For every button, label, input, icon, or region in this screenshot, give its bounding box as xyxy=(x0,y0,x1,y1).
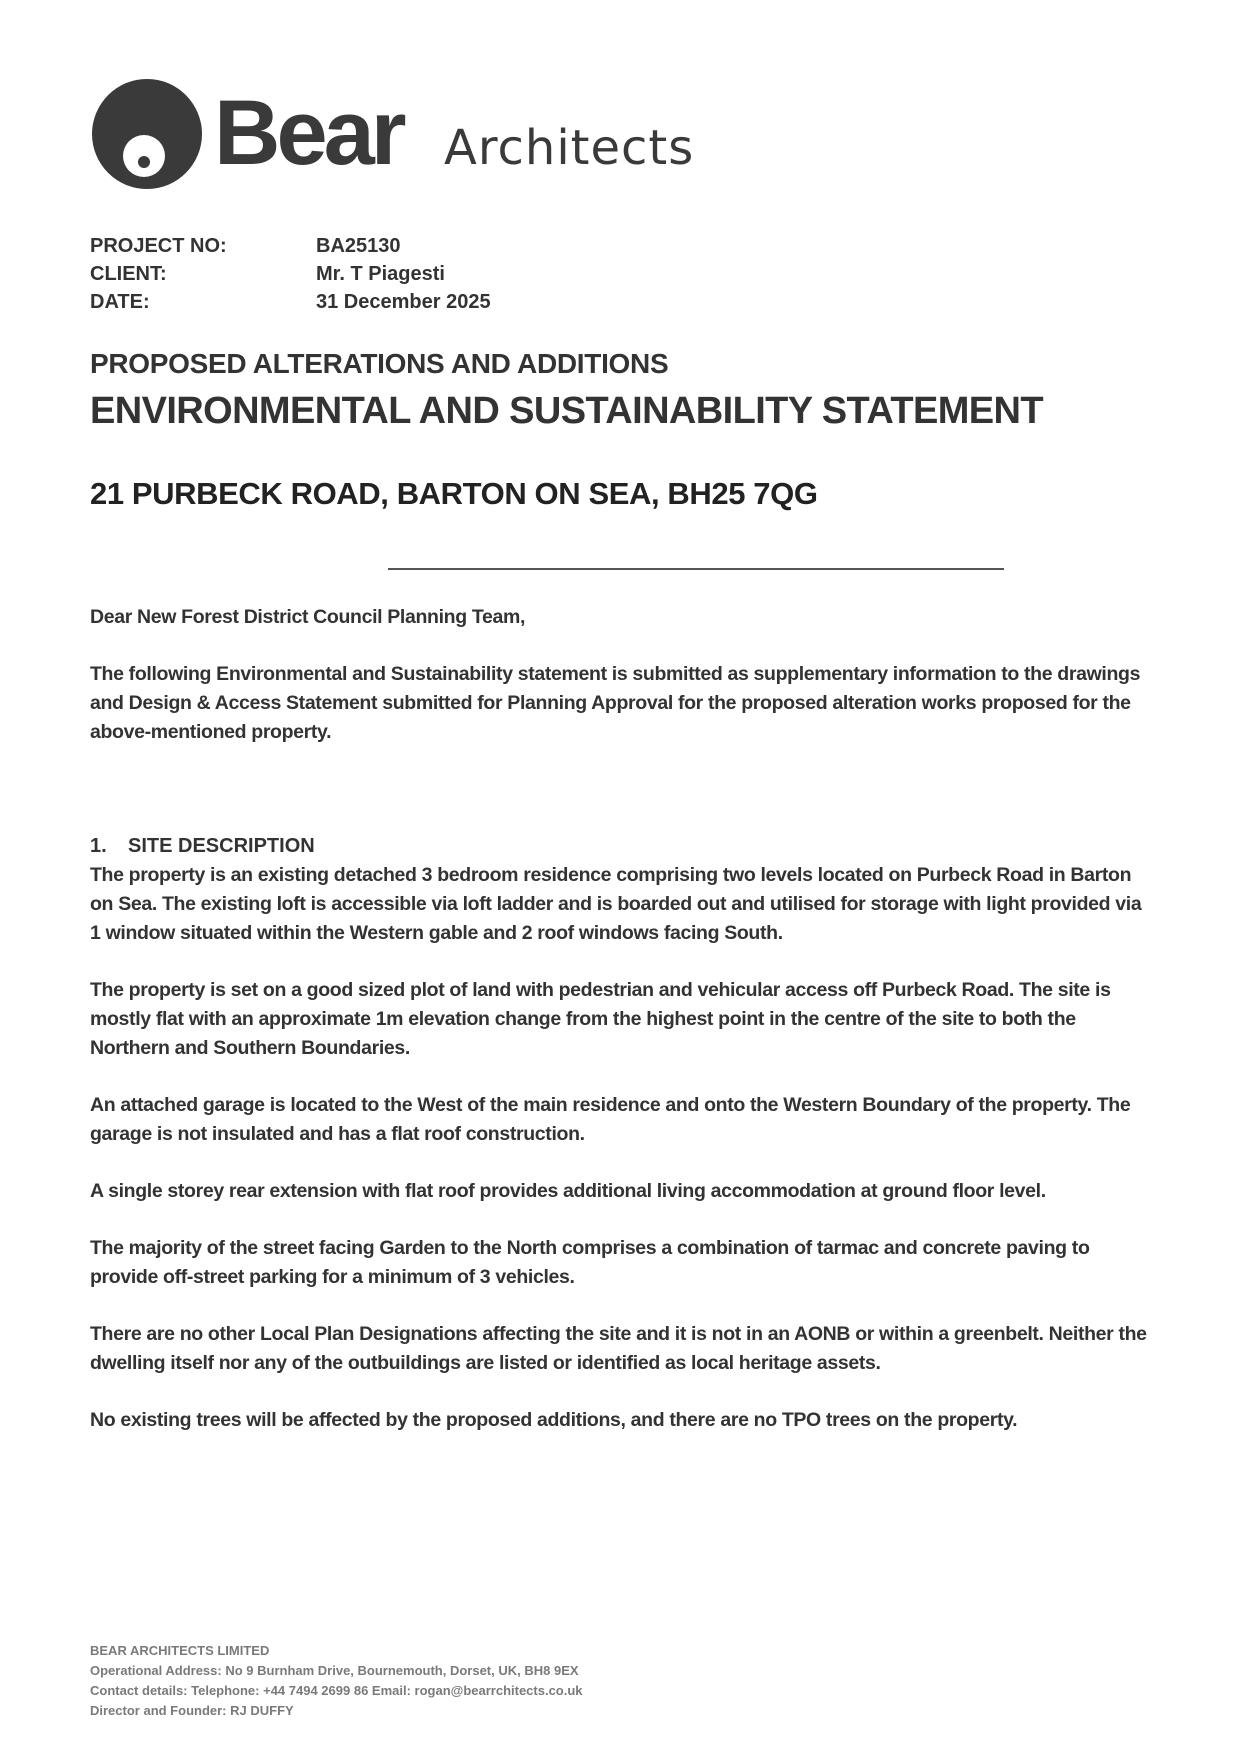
paragraph: The property is set on a good sized plot of land with pedestrian and vehicular access off Purbeck Road. The site is mostly flat with an approximate 1m elevation change from the highest point in the centre of the site to both the Northern and Southern Boundaries. xyxy=(90,979,1111,1059)
paragraph: The majority of the street facing Garden to the North comprises a combination of tarmac and concrete paving to provide off-street parking for a minimum of 3 vehicles. xyxy=(90,1237,1090,1288)
paragraph: The property is an existing detached 3 bedroom residence comprising two levels located on Purbeck Road in Barton on Sea. The existing loft is accessible via loft ladder and is boarded out and utilised for storage with light provided via 1 window situated within the Western gable and 2 roof windows facing South. xyxy=(90,864,1142,944)
site-address: 21 PURBECK ROAD, BARTON ON SEA, BH25 7QG xyxy=(90,476,818,511)
section-title: SITE DESCRIPTION xyxy=(128,835,315,857)
document-subtitle: PROPOSED ALTERATIONS AND ADDITIONS xyxy=(90,348,669,379)
date-label: DATE: xyxy=(90,291,150,313)
meta-row-project xyxy=(90,232,491,260)
paragraph: There are no other Local Plan Designations affecting the site and it is not in an AONB or within a greenbelt. Neither the dwelling itself nor any of the outbuildings are listed or identified as local heritage assets. xyxy=(90,1323,1147,1374)
project-label: PROJECT NO: xyxy=(90,235,227,257)
client-label: CLIENT: xyxy=(90,263,167,285)
section-number: 1. xyxy=(90,835,107,857)
date-value: 31 December 2025 xyxy=(316,291,491,313)
section-heading-site-description xyxy=(90,832,315,861)
logo-graphic xyxy=(92,76,792,194)
client-value: Mr. T Piagesti xyxy=(316,263,445,285)
divider-line xyxy=(388,568,1004,570)
site-description-body xyxy=(90,861,1150,1463)
meta-row-date xyxy=(90,288,491,316)
project-value: BA25130 xyxy=(316,235,401,257)
paragraph: An attached garage is located to the West of the main residence and onto the Western Boundary of the property. The garage is not insulated and has a flat roof construction. xyxy=(90,1094,1131,1145)
intro-paragraph: The following Environmental and Sustainability statement is submitted as supplementary information to the drawings and Design & Access Statement submitted for Planning Approval for the proposed alteration works proposed for the above-mentioned property. xyxy=(90,663,1141,743)
footer-address: Operational Address: No 9 Burnham Drive, Bournemouth, Dorset, UK, BH8 9EX xyxy=(90,1663,579,1678)
salutation: Dear New Forest District Council Planning Team, xyxy=(90,606,526,628)
bear-architects-logo xyxy=(92,76,792,194)
footer-contact: Contact details: Telephone: +44 7494 2699 86 Email: rogan@bearrchitects.co.uk xyxy=(90,1683,583,1698)
footer-director: Director and Founder: RJ DUFFY xyxy=(90,1703,294,1718)
bear-eye-mark xyxy=(138,156,150,168)
meta-row-client xyxy=(90,260,491,288)
document-title: ENVIRONMENTAL AND SUSTAINABILITY STATEMENT xyxy=(90,390,1043,432)
paragraph: A single storey rear extension with flat roof provides additional living accommodation at ground floor level. xyxy=(90,1180,1046,1202)
footer-company: BEAR ARCHITECTS LIMITED xyxy=(90,1643,270,1658)
project-meta xyxy=(90,232,491,316)
page-footer xyxy=(90,1641,583,1721)
logo-brand-light: Architects xyxy=(444,120,695,176)
paragraph: No existing trees will be affected by the proposed additions, and there are no TPO trees on the property. xyxy=(90,1409,1018,1431)
logo-brand-bold: Bear xyxy=(214,82,403,184)
